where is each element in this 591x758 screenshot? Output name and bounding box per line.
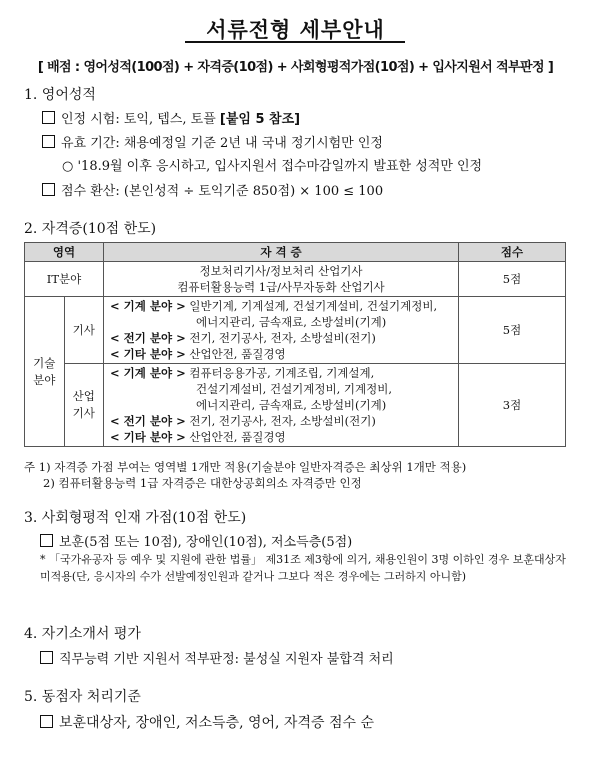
note-1: 주 1) 자격증 가점 부여는 영역별 1개만 적용(기술분야 일반자격증은 최상위 1개만 적용) xyxy=(24,460,467,474)
sanup-elec-list: 전기, 전기공사, 전자, 소방설비(전기) xyxy=(185,414,376,428)
sanup-mech xyxy=(110,365,452,381)
s4-item-text: 직무능력 기반 지원서 적부판정: 불성실 지원자 불합격 처리 xyxy=(59,652,394,667)
it-score-cell: 5점 xyxy=(459,262,566,297)
section-2-heading: 2. 자격증(10점 한도) xyxy=(24,221,157,237)
title-underline xyxy=(185,41,405,43)
gisa-etc-cat: < 기타 분야 > xyxy=(110,347,186,361)
certificate-table xyxy=(24,242,566,447)
section-4-heading: 4. 자기소개서 평가 xyxy=(24,626,141,642)
s1-item-3-text: 점수 환산: (본인성적 ÷ 토익기준 850점) × 100 ≤ 100 xyxy=(61,184,384,199)
table-header-row xyxy=(25,243,566,262)
section-3-heading: 3. 사회형평적 인재 가점(10점 한도) xyxy=(24,510,247,526)
sanup-etc xyxy=(110,429,452,445)
section-5-heading: 5. 동점자 처리기준 xyxy=(24,689,141,705)
s1-item-1-bold: [붙임 5 참조] xyxy=(219,112,301,127)
gisa-mech-2: 에너지관리, 금속재료, 소방설비(기계) xyxy=(196,315,387,329)
s1-item-2-sub: ○ '18.9월 이후 응시하고, 입사지원서 접수마감일까지 발표한 성적만 인정 xyxy=(62,159,483,174)
table-row-sanup xyxy=(25,364,566,447)
checkbox-icon xyxy=(40,651,53,664)
sanup-mech-cat: < 기계 분야 > xyxy=(110,366,186,380)
s5-item xyxy=(40,712,374,732)
it-cert-2: 컴퓨터활용능력 1급/사무자동화 산업기사 xyxy=(177,280,385,294)
gisa-certs-cell xyxy=(104,297,459,364)
gisa-mech-cat: < 기계 분야 > xyxy=(110,299,186,313)
gisa-score-cell: 5점 xyxy=(459,297,566,364)
page-title: 서류전형 세부안내 xyxy=(206,18,385,42)
s3-item-text: 보훈(5점 또는 10점), 장애인(10점), 저소득층(5점) xyxy=(59,535,353,550)
table-header-area: 영역 xyxy=(25,243,104,262)
s3-item xyxy=(40,531,352,550)
checkbox-icon xyxy=(40,715,53,728)
gisa-mech-1: 일반기계, 기계설계, 건설기계설비, 건설기계정비, xyxy=(185,299,438,313)
gisa-elec xyxy=(110,330,452,346)
score-basis: [ 배점 : 영어성적(100점) + 자격증(10점) + 사회형평적가점(10점) + 입사지원서 적부판정 ] xyxy=(37,60,554,75)
s1-item-1-text: 인정 시험: 토익, 텝스, 토플 xyxy=(61,112,220,127)
table-row-gisa xyxy=(25,297,566,364)
gisa-elec-cat: < 전기 분야 > xyxy=(110,331,186,345)
checkbox-icon xyxy=(40,534,53,547)
gisa-etc xyxy=(110,346,452,362)
sanup-etc-list: 산업안전, 품질경영 xyxy=(185,430,286,444)
s1-item-2 xyxy=(42,132,383,151)
table-header-cert: 자 격 증 xyxy=(104,243,459,262)
s3-footnote: * 「국가유공자 등 예우 및 지원에 관한 법률」 제31조 제3항에 의거, 채용인원이 3명 이하인 경우 보훈대상자 미적용(단, 응시자의 수가 선발예정인원과 같거나 그보다 적은 경우에는 그러하지 아니함) xyxy=(40,553,566,583)
sanup-label-cell: 산업 기사 xyxy=(64,364,104,447)
checkbox-icon xyxy=(42,135,55,148)
sanup-score-cell: 3점 xyxy=(459,364,566,447)
sanup-elec-cat: < 전기 분야 > xyxy=(110,414,186,428)
checkbox-icon xyxy=(42,111,55,124)
table-notes xyxy=(24,459,466,491)
s4-item xyxy=(40,648,394,667)
section-1-heading: 1. 영어성적 xyxy=(24,87,96,103)
table-header-score: 점수 xyxy=(459,243,566,262)
gisa-label-cell: 기사 xyxy=(64,297,104,364)
sanup-elec xyxy=(110,413,452,429)
s5-item-text: 보훈대상자, 장애인, 저소득층, 영어, 자격증 점수 순 xyxy=(59,715,374,731)
sanup-certs-cell xyxy=(104,364,459,447)
sanup-mech-3: 에너지관리, 금속재료, 소방설비(기계) xyxy=(196,398,387,412)
gisa-elec-list: 전기, 전기공사, 전자, 소방설비(전기) xyxy=(185,331,376,345)
gisa-etc-list: 산업안전, 품질경영 xyxy=(185,347,286,361)
sanup-etc-cat: < 기타 분야 > xyxy=(110,430,186,444)
sanup-mech-1: 컴퓨터응용가공, 기계조립, 기계설계, xyxy=(185,366,375,380)
s1-item-1 xyxy=(42,108,300,127)
tech-area-cell: 기술 분야 xyxy=(25,297,65,447)
note-2: 2) 컴퓨터활용능력 1급 자격증은 대한상공회의소 자격증만 인정 xyxy=(43,476,362,490)
it-area-cell: IT분야 xyxy=(25,262,104,297)
it-cert-1: 정보처리기사/정보처리 산업기사 xyxy=(199,264,363,278)
checkbox-icon xyxy=(42,183,55,196)
gisa-mech xyxy=(110,298,452,314)
table-row-it xyxy=(25,262,566,297)
it-certs-cell xyxy=(104,262,459,297)
s1-item-3 xyxy=(42,180,383,199)
s1-item-2-text: 유효 기간: 채용예정일 기준 2년 내 국내 정기시험만 인정 xyxy=(61,136,383,151)
sanup-mech-2: 건설기계설비, 건설기계정비, 기계정비, xyxy=(196,382,393,396)
